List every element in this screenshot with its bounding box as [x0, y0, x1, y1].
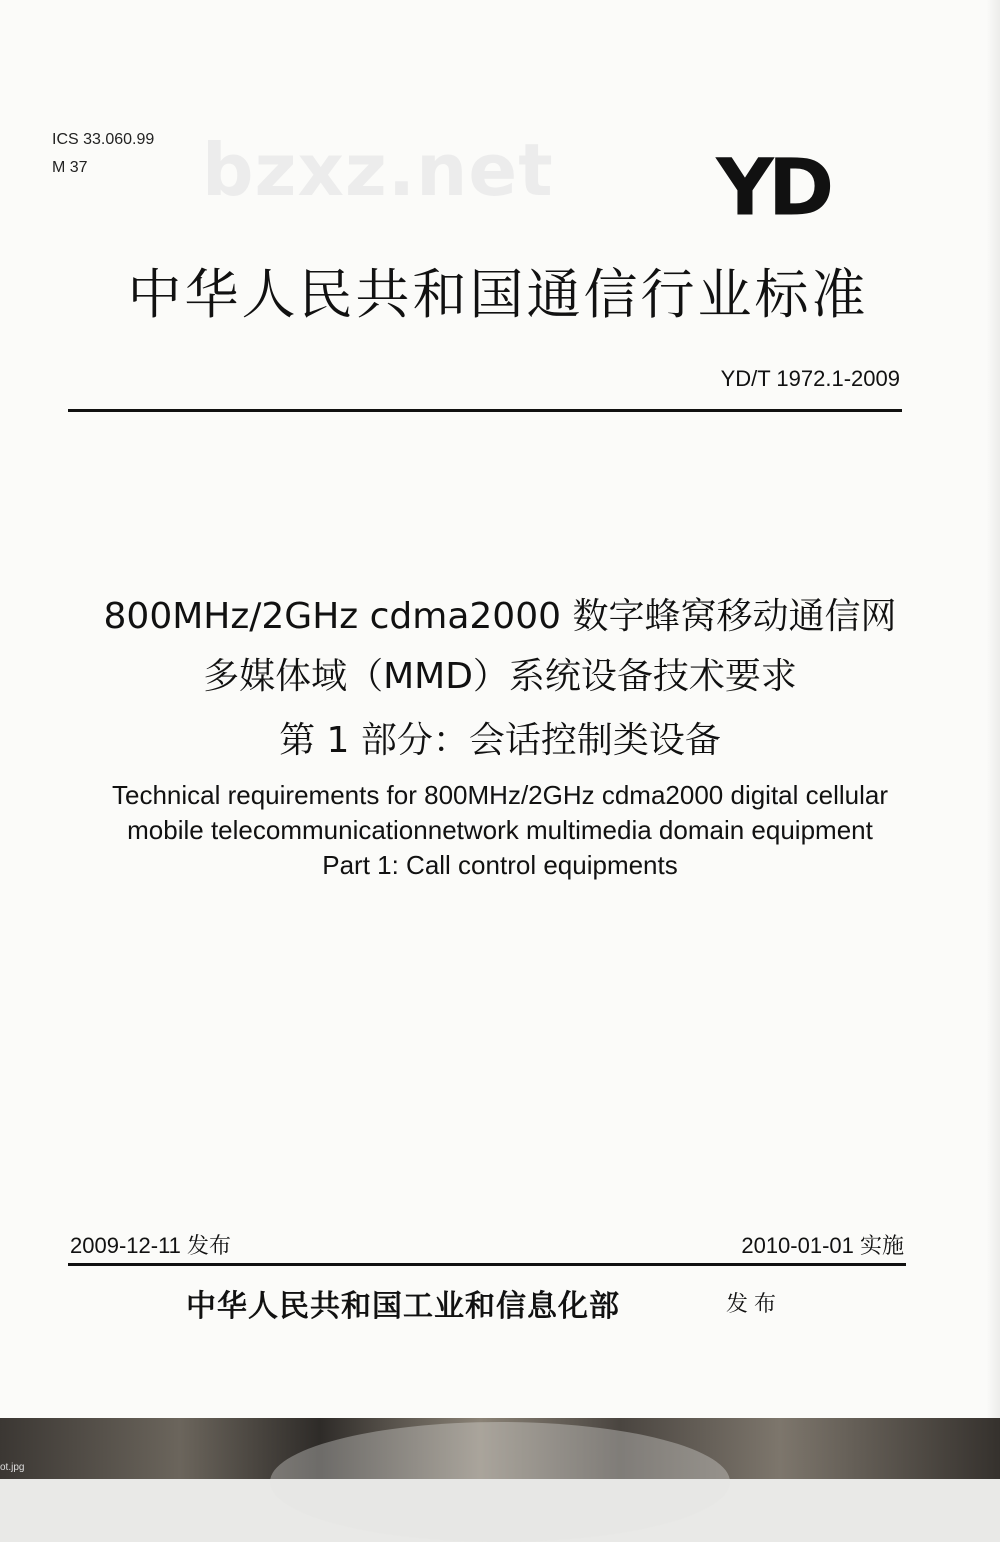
- arch-shape: [270, 1422, 730, 1542]
- en-title-line-1: Technical requirements for 800MHz/2GHz cdma2000 digital cellular: [111, 780, 889, 810]
- implement-date: 2010-01-01 实施: [741, 1233, 904, 1258]
- top-divider: [68, 409, 902, 412]
- cn-title-line-2: 多媒体域（MMD）系统设备技术要求: [203, 656, 797, 697]
- bottom-divider: [68, 1263, 906, 1266]
- issuer-suffix: 发布: [726, 1292, 783, 1317]
- cn-title-line-1: 800MHz/2GHz cdma2000 数字蜂窝移动通信网: [103, 596, 897, 637]
- filename-label: ot.jpg: [0, 1462, 25, 1473]
- classification-codes: [52, 126, 154, 182]
- standard-type-title: 中华人民共和国通信行业标准: [127, 263, 869, 326]
- cn-title-line-3: 第 1 部分：会话控制类设备: [279, 720, 721, 761]
- ics-code: ICS 33.060.99: [52, 131, 155, 148]
- en-title-line-3: Part 1: Call control equipments: [322, 850, 678, 880]
- standard-number: YD/T 1972.1-2009: [720, 366, 900, 391]
- watermark: bzxz.net: [202, 128, 554, 212]
- category-code: M 37: [52, 159, 88, 176]
- issuing-authority: 中华人民共和国工业和信息化部: [186, 1289, 620, 1324]
- background-photo-strip: [0, 1418, 1000, 1479]
- yd-logo: YD: [716, 141, 829, 234]
- page-edge-shadow: [986, 0, 1000, 1418]
- en-title-line-2: mobile telecommunicationnetwork multimedia domain equipment: [127, 815, 873, 845]
- issue-date: 2009-12-11 发布: [70, 1233, 232, 1258]
